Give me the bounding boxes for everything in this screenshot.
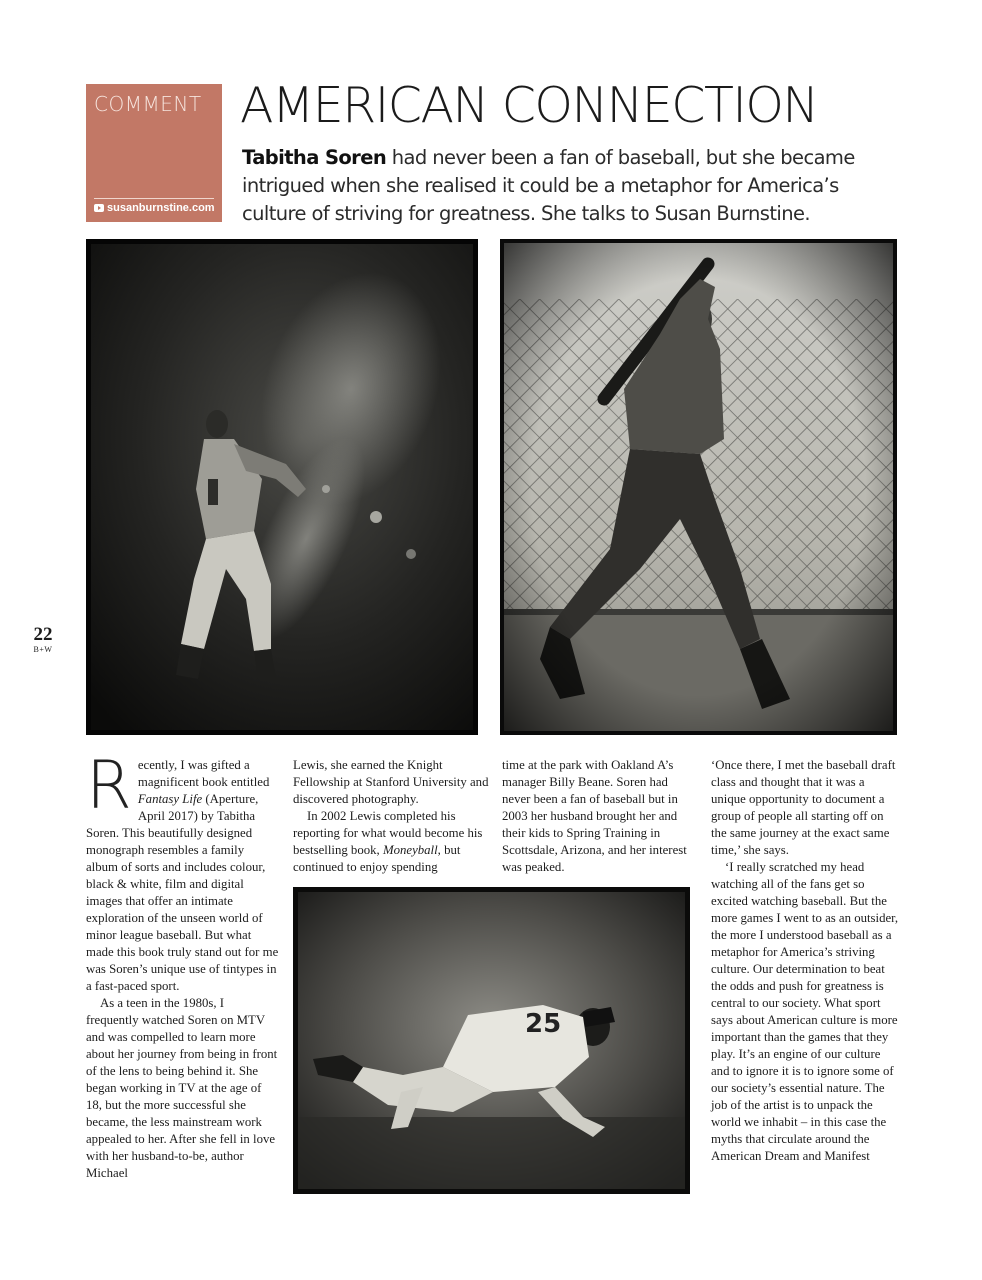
article-headline: AMERICAN CONNECTION (240, 77, 818, 134)
body-paragraph: ‘I really scratched my head watching all of the fans get so excited watching baseball. But the more games I went to as an outsider, the more I understood baseball as a metaphor for America’s striving culture. Our determination to beat the odds and push for greatness is central to our society. What sport says about American culture is more important than the games that they play. It’s an engine of our culture and to ignore it is to ignore some of our society’s essential nature. The job of the artist is to unpack the world we inhabit – in this case the myths that circulate around the American Dream and Manifest (711, 860, 899, 1163)
page-folio (30, 625, 56, 655)
photo-player-sliding (293, 887, 690, 1194)
body-paragraph: As a teen in the 1980s, I frequently watched Soren on MTV and was compelled to learn more about her journey from being in front of the lens to being behind it. She began working in TV at the age of 18, but the more successful she became, the less mainstream work appealed to her. After she fell in love with her husband-to-be, author Michael (86, 996, 278, 1180)
drop-cap: R (86, 747, 132, 824)
body-paragraph: ‘Once there, I met the baseball draft class and thought that it was a unique opportunity to document a group of people all starting off on the same journey at the exact same time,’ she says. (711, 758, 896, 857)
body-column-3 (502, 757, 697, 876)
photo-batter-swinging (500, 239, 897, 735)
photo-player-looking-up (86, 239, 478, 735)
standfirst (242, 144, 892, 228)
photo-player-sliding-image (293, 887, 690, 1194)
photo-batter-swinging-image (500, 239, 897, 735)
body-text: (Aperture, April 2017) by Tabitha Soren. This beautifully designed monograph resembles a family album of sorts and includes colour, black & white, film and digital images that offer an intimate exploration of the unseen world of minor league baseball. But what made this book truly stand out for me was Soren’s unique use of tintypes in a fast-paced sport. (86, 792, 279, 993)
book-title: Moneyball (382, 843, 438, 857)
section-badge (86, 84, 222, 222)
body-text: ecently, I was gifted a magnificent book entitled (137, 758, 270, 789)
body-column-2 (293, 757, 490, 876)
body-column-4 (711, 757, 902, 1165)
book-title: Fantasy Life (137, 792, 203, 806)
website-credit[interactable] (94, 202, 215, 214)
subject-name: Tabitha Soren (242, 146, 387, 169)
page-number: 22 (33, 624, 53, 645)
body-text: In 2002 Lewis completed his reporting for what would become his bestselling book, (293, 809, 483, 857)
body-paragraph (86, 747, 279, 995)
badge-divider (94, 198, 214, 199)
magazine-mark: B+W (33, 645, 53, 654)
body-paragraph: time at the park with Oakland A’s manager Billy Beane. Soren had never been a fan of baseball but in 2003 her husband brought her and their kids to Spring Training in Scottsdale, Arizona, and her interest was peaked. (502, 758, 687, 874)
body-paragraph (293, 808, 490, 876)
website-link[interactable]: susanburnstine.com (107, 202, 215, 214)
standfirst-text: had never been a fan of baseball, but she became intrigued when she realised it could be a metaphor for America’s culture of striving for greatness. She talks to Susan Burnstine. (242, 146, 855, 225)
photo-player-looking-up-image (86, 239, 478, 735)
video-play-icon (94, 204, 104, 212)
svg-text:25: 25 (525, 1009, 562, 1039)
body-paragraph: Lewis, she earned the Knight Fellowship at Stanford University and discovered photography. (293, 758, 489, 806)
body-text: , but continued to enjoy spending (293, 843, 461, 874)
body-column-1 (86, 747, 279, 1182)
section-label: COMMENT (94, 92, 202, 116)
